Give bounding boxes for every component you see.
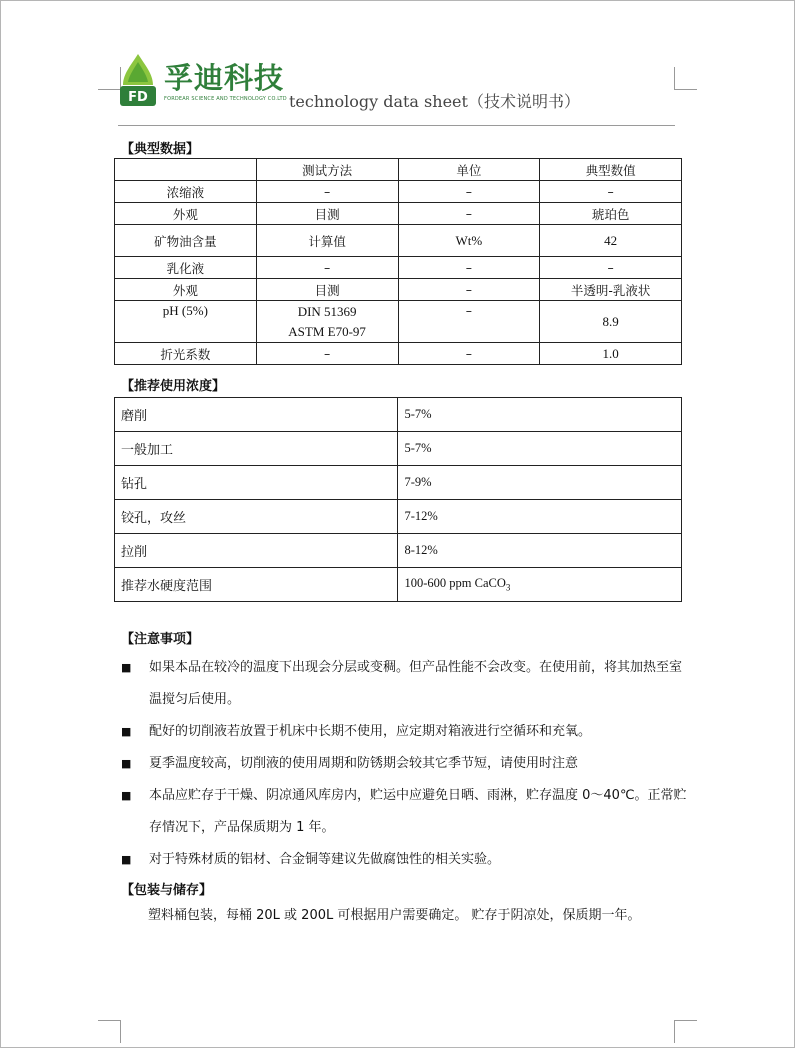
list-item — [121, 652, 691, 716]
bullet-icon: ■ — [121, 853, 132, 866]
bullet-icon: ■ — [121, 789, 132, 802]
table-row — [115, 225, 682, 257]
concentration-cell: 5-7% — [398, 432, 682, 466]
concentration-cell: 7-12% — [398, 500, 682, 534]
row-method: – — [256, 257, 398, 279]
table-row — [115, 203, 682, 225]
row-unit: – — [398, 203, 540, 225]
row-unit: – — [398, 257, 540, 279]
typical-data-heading: 【典型数据】 — [121, 142, 200, 157]
table-header-row — [115, 159, 682, 181]
packaging-heading: 【包装与储存】 — [121, 883, 213, 898]
row-name: 矿物油含量 — [115, 225, 257, 257]
row-name: 外观 — [115, 203, 257, 225]
row-method: – — [256, 181, 398, 203]
document-title: technology data sheet（技术说明书） — [289, 92, 580, 111]
row-unit: – — [398, 301, 540, 343]
row-method: 目测 — [256, 203, 398, 225]
list-item — [121, 780, 691, 844]
row-unit: – — [398, 279, 540, 301]
table-row — [115, 301, 682, 343]
row-value: – — [540, 257, 682, 279]
row-value: 8.9 — [540, 301, 682, 343]
note-text: 如果本品在较冷的温度下出现会分层或变稠。但产品性能不会改变。在使用前，将其加热至室温搅匀后使用。 — [149, 660, 683, 707]
bullet-icon: ■ — [121, 757, 132, 770]
operation-cell: 推荐水硬度范围 — [115, 568, 398, 602]
row-method: – — [256, 343, 398, 365]
note-text: 本品应贮存于干燥、阴凉通风库房内，贮运中应避免日晒、雨淋，贮存温度 0～40℃。正常贮存情况下，产品保质期为 1 年。 — [149, 788, 687, 835]
row-value: 琥珀色 — [540, 203, 682, 225]
bullet-icon: ■ — [121, 661, 132, 674]
table-header-cell — [115, 159, 257, 181]
operation-cell: 一般加工 — [115, 432, 398, 466]
table-row — [115, 181, 682, 203]
bullet-icon: ■ — [121, 725, 132, 738]
row-value: 半透明-乳液状 — [540, 279, 682, 301]
concentration-cell: 8-12% — [398, 534, 682, 568]
row-value: 1.0 — [540, 343, 682, 365]
crop-mark-bottom-left — [98, 1020, 121, 1043]
header-divider — [118, 125, 675, 126]
method-line-1: DIN 51369 — [297, 303, 357, 319]
company-logo — [118, 50, 288, 110]
row-name: 浓缩液 — [115, 181, 257, 203]
table-row — [115, 500, 682, 534]
notes-heading: 【注意事项】 — [121, 632, 200, 647]
crop-mark-top-right — [674, 67, 697, 90]
row-unit: Wt% — [398, 225, 540, 257]
typical-data-table — [114, 158, 682, 365]
crop-mark-bottom-right — [674, 1020, 697, 1043]
operation-cell: 磨削 — [115, 398, 398, 432]
row-name: 折光系数 — [115, 343, 257, 365]
note-text: 对于特殊材质的铝材、合金铜等建议先做腐蚀性的相关实验。 — [149, 852, 501, 867]
list-item — [121, 748, 691, 780]
notes-list — [121, 652, 691, 876]
row-value: – — [540, 181, 682, 203]
row-unit: – — [398, 181, 540, 203]
note-text: 夏季温度较高，切削液的使用周期和防锈期会较其它季节短，请使用时注意 — [149, 756, 579, 771]
table-row — [115, 279, 682, 301]
table-header-cell: 单位 — [398, 159, 540, 181]
logo-company-name: 孚迪科技 — [164, 61, 285, 95]
logo-badge-text: FD — [128, 90, 148, 105]
row-name: 乳化液 — [115, 257, 257, 279]
packaging-text: 塑料桶包装，每桶 20L 或 200L 可根据用户需要确定。 贮存于阴凉处，保质期一年。 — [148, 908, 641, 923]
note-text: 配好的切削液若放置于机床中长期不使用，应定期对箱液进行空循环和充氧。 — [149, 724, 592, 739]
water-hardness-value: 100-600 ppm CaCO — [404, 576, 506, 591]
row-value: 42 — [540, 225, 682, 257]
concentration-cell: 7-9% — [398, 466, 682, 500]
table-row — [115, 343, 682, 365]
row-method: 计算值 — [256, 225, 398, 257]
recommended-concentration-table — [114, 397, 682, 602]
table-header-cell: 典型数值 — [540, 159, 682, 181]
table-row — [115, 466, 682, 500]
list-item — [121, 844, 691, 876]
table-row — [115, 398, 682, 432]
table-header-cell: 测试方法 — [256, 159, 398, 181]
operation-cell: 拉削 — [115, 534, 398, 568]
concentration-cell — [398, 568, 682, 602]
operation-cell: 钻孔 — [115, 466, 398, 500]
logo-company-english: FORDEAR SCIENCE AND TECHNOLOGY CO.LTD — [164, 96, 287, 102]
row-unit: – — [398, 343, 540, 365]
concentration-cell: 5-7% — [398, 398, 682, 432]
table-row — [115, 534, 682, 568]
recommended-heading: 【推荐使用浓度】 — [121, 379, 226, 394]
logo-drop-icon — [118, 52, 158, 108]
table-row — [115, 257, 682, 279]
subscript-3: 3 — [505, 582, 511, 593]
method-line-2: ASTM E70-97 — [288, 323, 366, 339]
row-name: pH (5%) — [115, 301, 257, 343]
table-row — [115, 432, 682, 466]
row-method: 目测 — [256, 279, 398, 301]
table-row — [115, 568, 682, 602]
operation-cell: 铰孔，攻丝 — [115, 500, 398, 534]
list-item — [121, 716, 691, 748]
row-method — [256, 301, 398, 343]
row-name: 外观 — [115, 279, 257, 301]
